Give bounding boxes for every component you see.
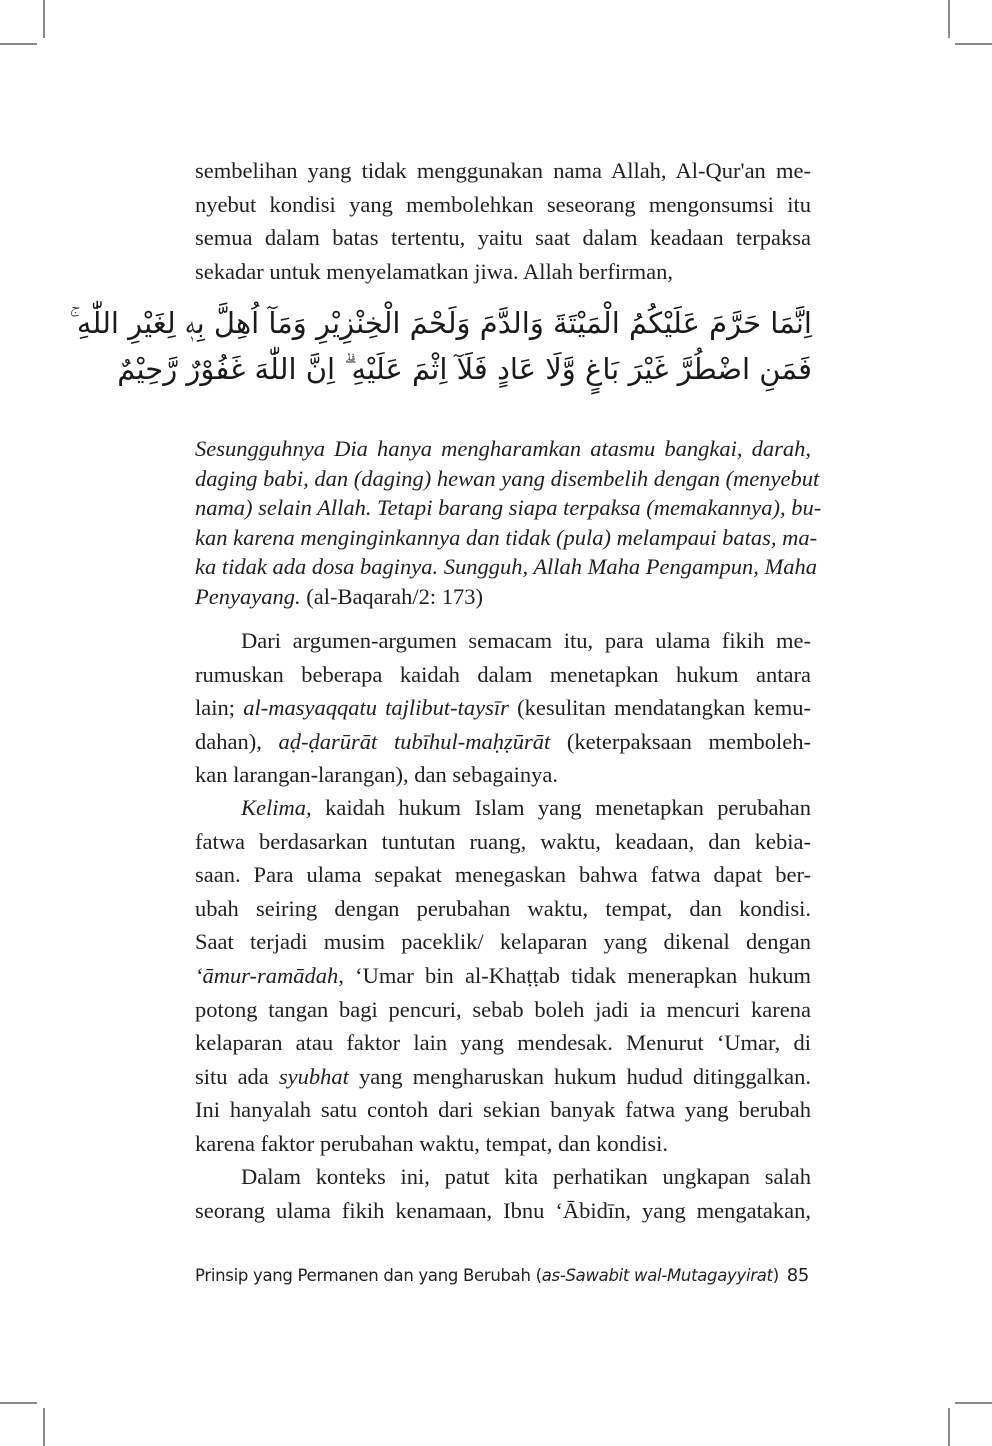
crop-mark-top-right-vertical bbox=[948, 0, 950, 38]
text-span: situ ada bbox=[195, 1063, 279, 1089]
text-line bbox=[195, 791, 811, 825]
crop-mark-bottom-left-horizontal bbox=[0, 1402, 37, 1404]
verse-reference: (al-Baqarah/2: 173) bbox=[300, 583, 484, 609]
text-line: sembelihan yang tidak menggunakan nama Allah, Al-Qur'an me- bbox=[195, 158, 811, 183]
term-italic: aḍ-ḍarūrāt tubīhul-maḥẓūrāt bbox=[278, 728, 551, 754]
text-line: Dari argumen-argumen semacam itu, para ulama fikih me- bbox=[241, 628, 811, 653]
text-span: kaidah hukum Islam yang menetapkan perubahan bbox=[311, 795, 811, 820]
quran-verse-arabic bbox=[69, 300, 812, 392]
text-span: lain; bbox=[195, 695, 244, 721]
page-number: 85 bbox=[786, 1265, 809, 1286]
running-title-text: Prinsip yang Permanen dan yang Berubah ( bbox=[195, 1266, 542, 1285]
text-line: saan. Para ulama sepakat menegaskan bahwa fatwa dapat ber- bbox=[195, 862, 811, 888]
text-line: seorang ulama fikih kenamaan, Ibnu ‘Ābidīn, yang mengatakan, bbox=[195, 1197, 811, 1223]
text-line: sekadar untuk menyelamatkan jiwa. Allah berfirman, bbox=[195, 258, 673, 284]
text-line: kelaparan atau faktor lain yang mendesak. Menurut ‘Umar, di bbox=[195, 1030, 811, 1056]
text-line: potong tangan bagi pencuri, sebab boleh jadi ia mencuri karena bbox=[195, 996, 811, 1022]
crop-mark-bottom-right-vertical bbox=[948, 1408, 950, 1446]
translation-line: daging babi, dan (daging) hewan yang disembelih dengan (menyebut bbox=[195, 465, 820, 491]
crop-mark-bottom-right-horizontal bbox=[955, 1402, 992, 1404]
paragraph-kaidah bbox=[195, 624, 811, 792]
text-line: Ini hanyalah satu contoh dari sekian banyak fatwa yang berubah bbox=[195, 1097, 811, 1123]
text-span: (keterpaksaan memboleh- bbox=[550, 728, 811, 754]
term-italic: al-masyaqqatu tajlibut-taysīr bbox=[243, 695, 509, 721]
crop-mark-top-left-horizontal bbox=[0, 43, 37, 45]
verse-translation bbox=[195, 434, 822, 611]
text-span: yang mengharuskan hukum hudud ditinggalkan. bbox=[348, 1063, 811, 1089]
translation-line-last bbox=[195, 582, 811, 612]
text-line bbox=[195, 725, 811, 759]
text-line: kan larangan-larangan), dan sebagainya. bbox=[195, 762, 558, 788]
term-italic: syubhat bbox=[278, 1063, 349, 1089]
text-span: dahan), bbox=[195, 728, 279, 754]
text-line: rumuskan beberapa kaidah dalam menetapkan hukum antara bbox=[195, 661, 811, 687]
paragraph-intro bbox=[195, 154, 811, 288]
text-line: fatwa berdasarkan tuntutan ruang, waktu, keadaan, dan kebia- bbox=[195, 828, 811, 854]
text-line: karena faktor perubahan waktu, tempat, dan kondisi. bbox=[195, 1130, 668, 1156]
translation-line: ka tidak ada dosa baginya. Sungguh, Allah Maha Pengampun, Maha bbox=[195, 554, 818, 579]
arabic-line: فَمَنِ اضْطُرَّ غَيْرَ بَاغٍ وَّلَا عَادٍ فَلَآ اِثْمَ عَلَيْهِ ۗ اِنَّ اللّٰهَ غَفُوْرٌ رَّحِيْمٌ bbox=[117, 352, 812, 386]
running-title-italic: as-Sawabit wal-Mutagayyirat bbox=[541, 1266, 773, 1285]
running-title-text: ) bbox=[772, 1266, 779, 1285]
translation-line: Sesungguhnya Dia hanya mengharamkan atasmu bangkai, darah, bbox=[195, 436, 811, 461]
translation-last-word: Penyayang. bbox=[195, 583, 301, 609]
text-line bbox=[195, 691, 811, 725]
text-span: (kesulitan mendatangkan kemu- bbox=[508, 695, 811, 721]
text-line: nyebut kondisi yang membolehkan seseorang mengonsumsi itu bbox=[195, 191, 811, 217]
crop-mark-bottom-left-vertical bbox=[43, 1408, 45, 1446]
text-line bbox=[195, 959, 811, 993]
paragraph-kelima bbox=[195, 791, 811, 1161]
text-line: Dalam konteks ini, patut kita perhatikan ungkapan salah bbox=[241, 1164, 811, 1189]
crop-mark-top-right-horizontal bbox=[955, 43, 992, 45]
page-footer bbox=[195, 1265, 811, 1286]
text-line: Saat terjadi musim paceklik/ kelaparan yang dikenal dengan bbox=[195, 929, 811, 955]
paragraph-konteks bbox=[195, 1160, 811, 1227]
running-title bbox=[195, 1266, 779, 1285]
translation-line: kan karena menginginkannya dan tidak (pula) melampaui batas, ma- bbox=[195, 524, 818, 550]
term-italic: ‘āmur-ramādah bbox=[195, 962, 339, 988]
text-line: ubah seiring dengan perubahan waktu, tempat, dan kondisi. bbox=[195, 895, 811, 921]
text-line bbox=[195, 1060, 811, 1094]
text-line: semua dalam batas tertentu, yaitu saat dalam keadaan terpaksa bbox=[195, 225, 811, 251]
text-span: , ‘Umar bin al-Khaṭṭab tidak menerapkan hukum bbox=[338, 962, 811, 988]
term-italic: Kelima, bbox=[241, 795, 312, 820]
translation-line: nama) selain Allah. Tetapi barang siapa terpaksa (memakannya), bu- bbox=[195, 495, 822, 520]
arabic-line: اِنَّمَا حَرَّمَ عَلَيْكُمُ الْمَيْتَةَ وَالدَّمَ وَلَحْمَ الْخِنْزِيْرِ وَمَآ اُهِلَّ بِهٖ لِغَيْرِ اللّٰهِ ۚ bbox=[69, 306, 812, 340]
crop-mark-top-left-vertical bbox=[43, 0, 45, 38]
